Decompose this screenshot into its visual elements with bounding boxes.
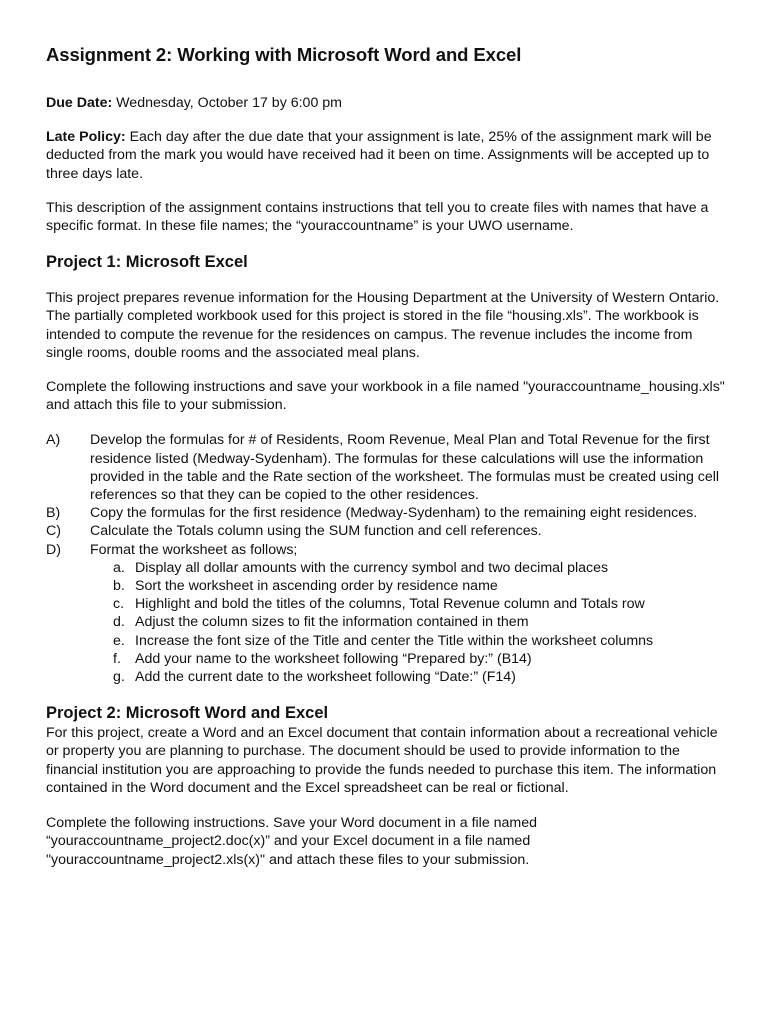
- format-step-text: Highlight and bold the titles of the columns, Total Revenue column and Totals row: [135, 596, 645, 613]
- step-text: Develop the formulas for # of Residents, Room Revenue, Meal Plan and Total Revenue for the first residence listed (Medway-Sydenham). The formulas for these calculations will use the information provided in the table and the Rate section of the worksheet. The formulas must be created using cell references so that they can be copied to the other residences.: [90, 432, 720, 504]
- format-step-item: [46, 613, 728, 631]
- step-marker: B): [46, 505, 61, 522]
- step-marker: C): [46, 523, 61, 540]
- format-step-marker: f.: [113, 650, 121, 667]
- step-item: [46, 431, 728, 504]
- step-item: [46, 541, 728, 687]
- step-text: Calculate the Totals column using the SUM function and cell references.: [90, 523, 542, 540]
- format-step-text: Add your name to the worksheet following “Prepared by:” (B14): [135, 650, 532, 667]
- format-step-marker: e.: [113, 632, 125, 649]
- late-policy: [46, 128, 728, 183]
- format-step-item: [46, 668, 728, 686]
- format-step-item: [46, 650, 728, 668]
- document-title: Assignment 2: Working with Microsoft Word and Excel: [46, 44, 522, 65]
- project2-description: For this project, create a Word and an Excel document that contain information about a recreational vehicle or property you are planning to purchase. The document should be used to provide information to the financial institution you are approaching to provide the funds needed to purchase this item. The information contained in the Word document and the Excel spreadsheet can be real or fictional.: [46, 725, 718, 796]
- step-text: Format the worksheet as follows;: [90, 541, 298, 558]
- format-step-marker: c.: [113, 596, 125, 613]
- format-step-item: [46, 595, 728, 613]
- format-step-text: Display all dollar amounts with the currency symbol and two decimal places: [135, 559, 609, 576]
- step-marker: A): [46, 432, 61, 449]
- format-step-text: Sort the worksheet in ascending order by residence name: [135, 578, 498, 595]
- project1-instructions: Complete the following instructions and save your workbook in a file named "youraccountname_housing.xls" and attach this file to your submission.: [46, 379, 725, 414]
- format-step-marker: a.: [113, 559, 125, 576]
- due-date: [46, 94, 728, 112]
- step-text: Copy the formulas for the first residence (Medway-Sydenham) to the remaining eight residences.: [90, 505, 698, 522]
- late-policy-label: Late Policy:: [46, 129, 126, 146]
- due-date-label: Due Date:: [46, 95, 113, 111]
- step-item: [46, 522, 728, 540]
- format-step-item: [46, 577, 728, 595]
- format-steps: [90, 559, 728, 686]
- step-marker: D): [46, 541, 61, 558]
- project2-instructions: Complete the following instructions. Save your Word document in a file named “youraccountname_project2.doc(x)” and your Excel document in a file named "youraccountname_project2.xls(x)" and attach these files to your submission.: [46, 815, 538, 868]
- project2-heading: Project 2: Microsoft Word and Excel: [46, 704, 329, 723]
- step-item: [46, 504, 728, 522]
- due-date-text: Wednesday, October 17 by 6:00 pm: [112, 95, 342, 111]
- project1-steps: [46, 431, 728, 686]
- format-step-marker: b.: [113, 578, 125, 595]
- format-step-text: Adjust the column sizes to fit the information contained in them: [135, 614, 529, 631]
- late-policy-text: Each day after the due date that your assignment is late, 25% of the assignment mark will be deducted from the mark you would have received had it been on time. Assignments will be accepted up to three days late.: [46, 129, 712, 182]
- format-step-marker: g.: [113, 669, 125, 686]
- format-step-marker: d.: [113, 614, 125, 631]
- project1-description: This project prepares revenue information for the Housing Department at the University of Western Ontario. The partially completed workbook used for this project is stored in the file “housing.xls”. The workbook is intended to compute the revenue for the residences on campus. The revenue includes the income from single rooms, double rooms and the associated meal plans.: [46, 290, 720, 361]
- format-step-text: Increase the font size of the Title and center the Title within the worksheet columns: [135, 632, 654, 649]
- project1-heading: Project 1: Microsoft Excel: [46, 253, 248, 272]
- format-step-item: [46, 559, 728, 577]
- format-step-text: Add the current date to the worksheet following “Date:” (F14): [135, 669, 516, 686]
- format-step-item: [46, 632, 728, 650]
- intro-paragraph: This description of the assignment contains instructions that tell you to create files with names that have a specific format. In these file names; the “youraccountname” is your UWO username.: [46, 199, 709, 235]
